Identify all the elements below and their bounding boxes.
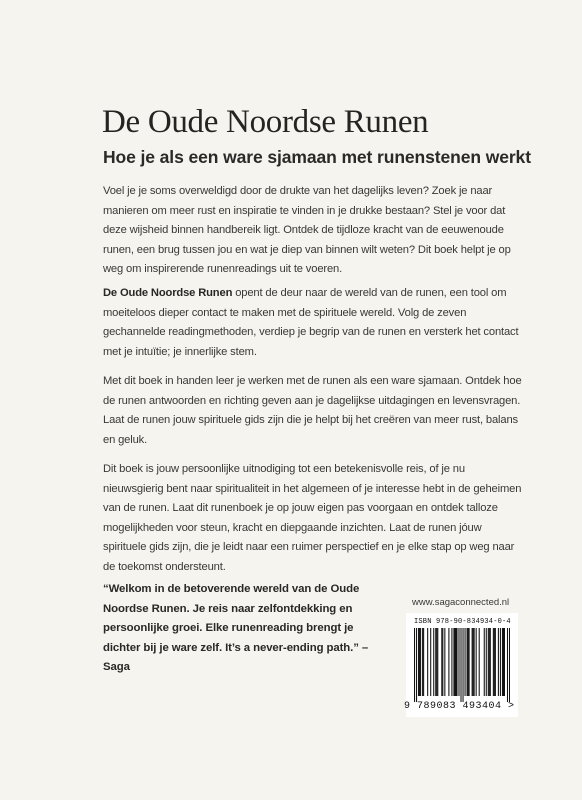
barcode-bar (416, 628, 417, 702)
barcode-bar (493, 628, 494, 696)
barcode-bar (502, 628, 503, 696)
barcode-bar (448, 628, 449, 696)
barcode-bar (507, 628, 508, 702)
isbn-label: ISBN 978-90-834934-0-4 (414, 618, 511, 626)
blurb-paragraph-4: Dit boek is jouw persoonlijke uitnodiging tot een betekenisvolle reis, of je nu nieuwsgierig bent naar spiritualiteit in het algemeen of je interesse hebt in de geheimen van de runen. Laat dit runenboek je op jouw eigen pas voorgaan en ontdek talloze mogelijkheden voor steun, kracht en diepgaande inzichten. Laat de runen jóuw spirituele gids zijn, die je leidt naar een ruimer perspectief en je elke stap op weg naar de toekomst ondersteunt. (103, 463, 522, 573)
barcode-bar (463, 628, 464, 702)
barcode-bar (454, 628, 455, 696)
barcode-bar (453, 628, 454, 696)
barcode-bar (473, 628, 474, 696)
barcode-bar (418, 628, 419, 696)
barcode-bar (442, 628, 443, 696)
barcode-bar (472, 628, 473, 696)
barcode-bar (503, 628, 504, 696)
barcode-bar (441, 628, 442, 696)
barcode-bar (430, 628, 431, 696)
barcode-bar (435, 628, 436, 696)
blurb-paragraph-3: Met dit boek in handen leer je werken met de runen als een ware sjamaan. Ontdek hoe de runen antwoorden en richting geven aan je dagelijkse uitdagingen en levensvragen. Laat de runen jouw spirituele gids zijn die je helpt bij het creëren van meer rust, balans en geluk. (103, 375, 522, 446)
barcode-bar (456, 628, 457, 696)
barcode-bar (419, 628, 420, 696)
barcode-bar (490, 628, 491, 696)
barcode-bar (468, 628, 469, 696)
barcode-bar (460, 628, 461, 702)
barcode-bar (500, 628, 501, 696)
barcode-bar (423, 628, 424, 696)
barcode-bar (489, 628, 490, 696)
barcode-bar (414, 628, 415, 702)
barcode-bar (465, 628, 466, 696)
barcode-bar (498, 628, 499, 696)
barcode-bar (495, 628, 496, 696)
barcode-bar (458, 628, 459, 696)
website-url: www.sagaconnected.nl (412, 597, 510, 608)
barcode-icon (414, 628, 510, 702)
barcode-bar (437, 628, 438, 696)
barcode-bar (444, 628, 445, 696)
barcode-bar (467, 628, 468, 696)
author-quote: “Welkom in de betoverende wereld van de Oude Noordse Runen. Je reis naar zelfontdekking en persoonlijke groei. Elke runenreading brengt je dichter bij je ware zelf. It’s a never-ending path.” – Saga (103, 583, 369, 673)
barcode-digits: 9 789083 493404 > (404, 701, 515, 712)
barcode-bar (504, 628, 505, 696)
barcode-bar (422, 628, 423, 696)
blurb-paragraph-1: Voel je je soms overweldigd door de drukte van het dagelijks leven? Zoek je naar manieren om meer rust en inspiratie te vinden in je drukke bestaan? Stel je voor dat deze wijsheid binnen handbereik ligt. Ontdek de tijdloze kracht van de eeuwenoude runen, een brug tussen jou en wat je diep van binnen wilt weten? Dit boek helpt je op weg om inspirerende runenreadings uit te voeren. (103, 185, 511, 275)
blurb-paragraph-2-text: opent de deur naar de wereld van de runen, een tool om moeiteloos dieper contact te maken met de spirituele wereld. Volg de zeven gechannelde readingmethoden, verdiep je begrip van de runen en versterk het contact met je intuïtie; je innerlijke stem. (103, 287, 519, 358)
barcode-bar (455, 628, 456, 696)
barcode-bar (488, 628, 489, 696)
barcode-bar (433, 628, 434, 696)
barcode-bar (469, 628, 470, 696)
barcode-bar (451, 628, 452, 696)
barcode-bar (509, 628, 510, 702)
barcode-bar (484, 628, 485, 696)
blurb-paragraph-2 (103, 284, 523, 362)
book-title: De Oude Noordse Runen (102, 104, 429, 140)
barcode-bar (420, 628, 421, 696)
barcode-bar (474, 628, 475, 696)
barcode-bar (486, 628, 487, 696)
book-subtitle: Hoe je als een ware sjamaan met runenstenen werkt (103, 147, 531, 167)
barcode-bar (436, 628, 437, 696)
barcode-bar (494, 628, 495, 696)
barcode-bar (476, 628, 477, 696)
barcode-bar (427, 628, 428, 696)
barcode-bar (479, 628, 480, 696)
blurb-bold-title: De Oude Noordse Runen (103, 287, 233, 299)
